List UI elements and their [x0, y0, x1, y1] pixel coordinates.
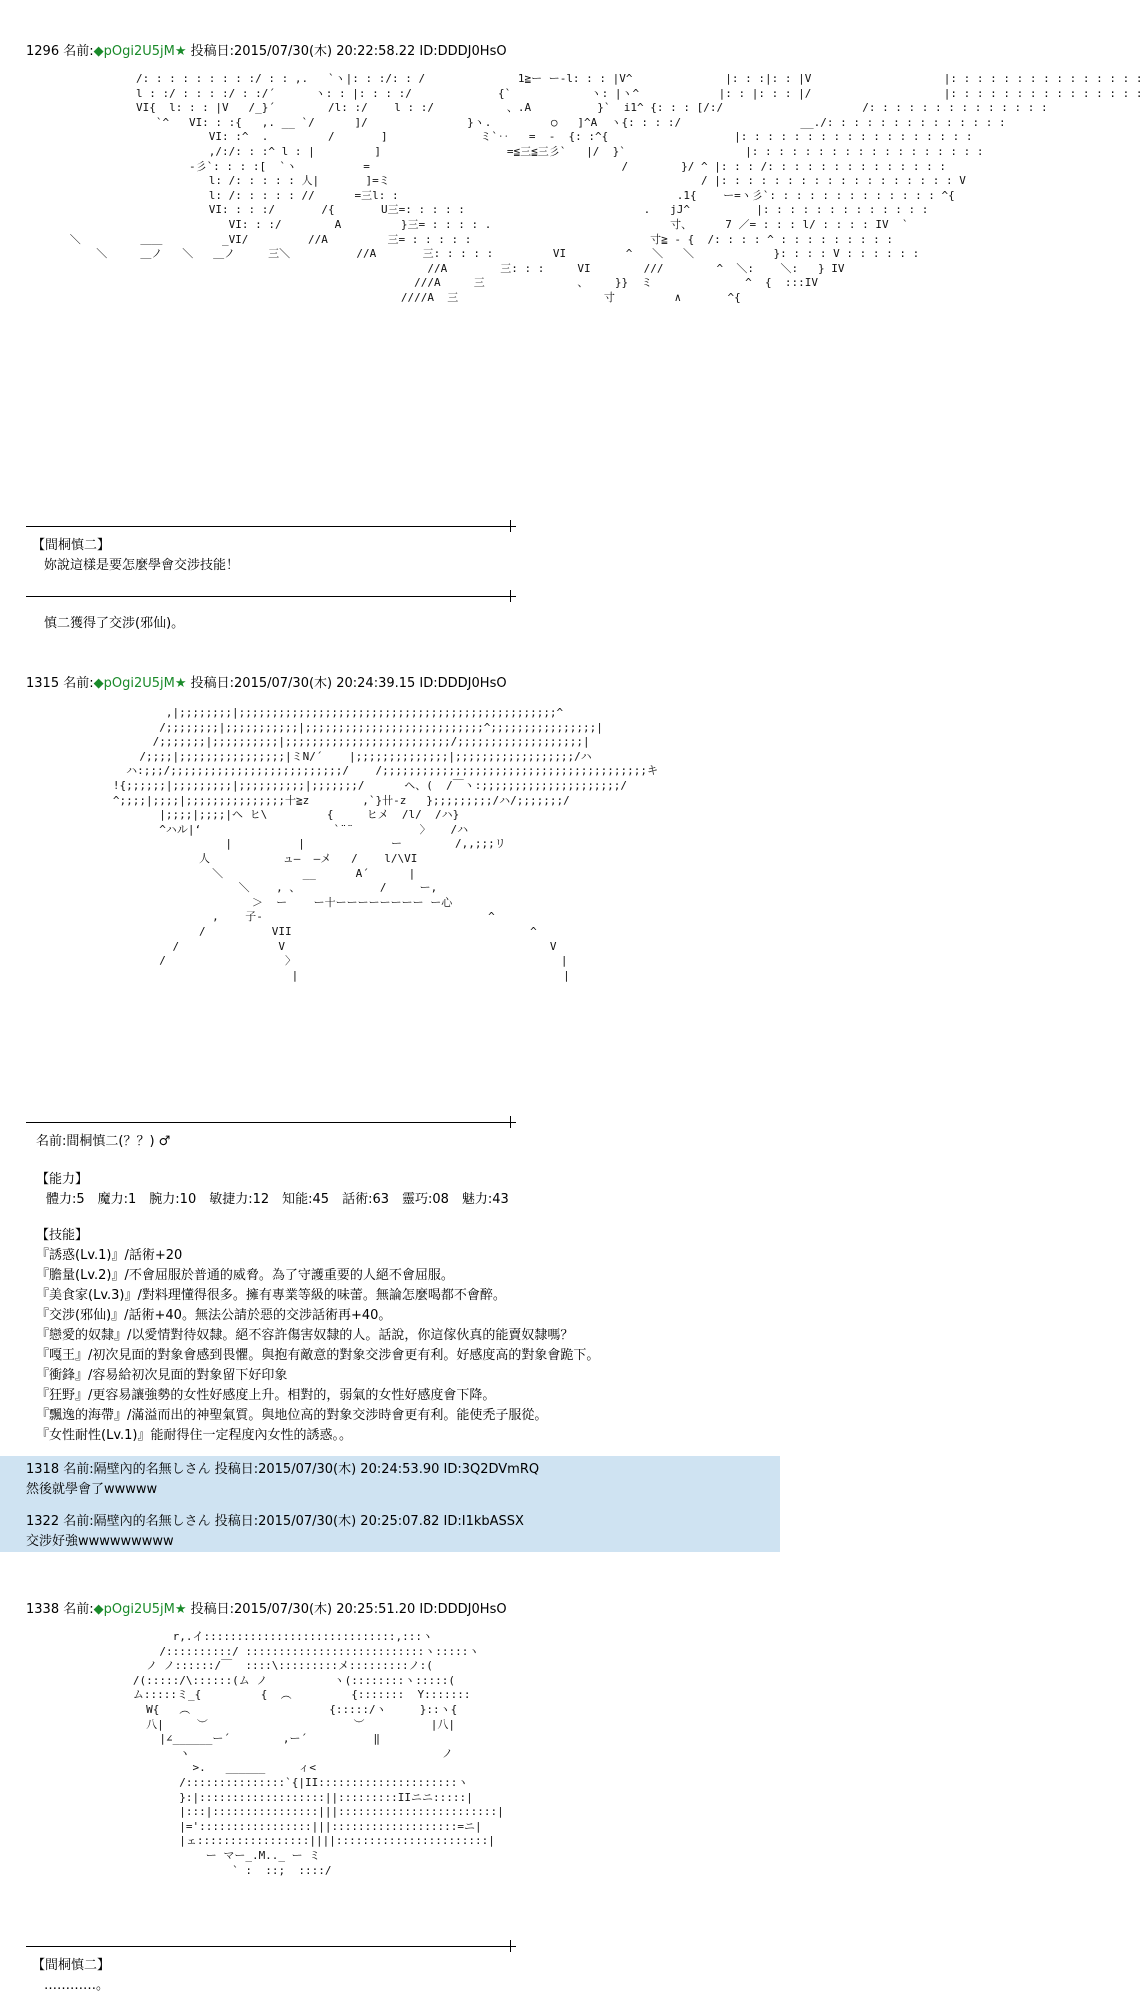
star-icon: ★	[174, 1602, 187, 1617]
reply-block	[0, 1456, 780, 1552]
post-date: 投稿日:2015/07/30(木) 20:24:39.15 ID:DDDJ0HsO	[190, 676, 507, 691]
dialogue-text: …………。	[44, 1978, 110, 1993]
ascii-art-1315: ,|;;;;;;;;|;;;;;;;;;;;;;;;;;;;;;;;;;;;;;;;;;;;;;;;;;;;;;;;;^ /;;;;;;;;|;;;;;;;;;;;|;;;;;;;;;;;;;;;;;;;;;;;;;;;^;;;;;;;;;;;;;;;;| /;;;;;;;|;;;;;;;;;;|;;;;;;;;;;;;;;;;;;;;;;;;;/;;;;;;;;;;;;;;;;;;;| /;;;;|;;;;;;;;;;;;;;;;|ミN/´ |;;;;;;;;;;;;;;|;;;;;;;;;;;;;;;;;;/ハ ハ:;;;/;;;;;;;;;;;;;;;;;;;;;;;;;;/ /;;;;;;;;;;;;;;;;;;;;;;;;;;;;;;;;;;;;;;;;キ !{;;;;;;|;;;;;;;;;|;;;;;;;;;;|;;;;;;;/ ヘ、( /￣ヽ:;;;;;;;;;;;;;;;;;;;;;/ ^;;;;|;;;;|;;;;;;;;;;;;;;;十≧z ,`}卄‐z };;;;;;;;;/ハ/;;;;;;;/ |;;;;|;;;;|ヘ ヒ\ { ヒメ /l/ /ハ} ^ハル|‘ `¨¨ 〉 /ハ | | ー /,,;;;リ 人 ュ― ―メ / l/\VI ＼ __ A´ | ＼ , 、 / ー, ＞ ー ー十ーーーーーーーー ー心 , 子- ^ / VII ^ / V V / 〉 | | |	[112, 706, 659, 982]
star-icon: ★	[174, 676, 187, 691]
post-header-1338	[26, 1598, 507, 1617]
name-label: 名前:	[63, 1602, 94, 1617]
skill-line: 『美食家(Lv.3)』/對料理懂得很多。擁有專業等級的味蕾。無論怎麼喝都不會醉。	[36, 1288, 506, 1303]
name-label: 名前:	[63, 676, 94, 691]
skill-line: 『交涉(邪仙)』/話術+40。無法公請於惡的交涉話術再+40。	[36, 1308, 392, 1323]
tripcode[interactable]: ◆pOgi2U5jM	[93, 44, 175, 59]
tripcode[interactable]: ◆pOgi2U5jM	[93, 1602, 175, 1617]
divider-tick	[510, 1940, 511, 1952]
skill-line: 『女性耐性(Lv.1)』能耐得住一定程度內女性的誘惑。。	[36, 1428, 352, 1443]
divider	[26, 1122, 516, 1123]
reply-header: 1318 名前:隔壁內的名無しさん 投稿日:2015/07/30(木) 20:24:53.90 ID:3Q2DVmRQ	[26, 1462, 540, 1477]
post-date: 投稿日:2015/07/30(木) 20:22:58.22 ID:DDDJ0HsO	[190, 44, 507, 59]
skill-line: 『膽量(Lv.2)』/不會屈服於普通的威脅。為了守護重要的人絕不會屈服。	[36, 1268, 454, 1283]
speaker-label: 【間桐慎二】	[32, 1958, 111, 1973]
star-icon: ★	[174, 44, 187, 59]
post-header-1296	[26, 40, 507, 59]
post-number: 1315	[26, 676, 60, 691]
reply-body: 交涉好強wwwwwwwww	[26, 1534, 174, 1549]
skill-line: 『衝鋒』/容易給初次見面的對象留下好印象	[36, 1368, 288, 1383]
reply-body: 然後就學會了wwwww	[26, 1482, 158, 1497]
skill-line: 『戀愛的奴隸』/以愛情對待奴隸。絕不容許傷害奴隸的人。話說，你這傢伙真的能賣奴隸嗎？	[36, 1328, 574, 1343]
post-header-1315	[26, 672, 507, 691]
speaker-label: 【間桐慎二】	[32, 538, 111, 553]
reply-header: 1322 名前:隔壁內的名無しさん 投稿日:2015/07/30(木) 20:25:07.82 ID:I1kbASSX	[26, 1514, 524, 1529]
dialogue-text: 妳說這樣是要怎麼學會交涉技能！	[44, 558, 240, 573]
post-number: 1296	[26, 44, 60, 59]
status-name: 名前:間桐慎二(？？) ♂	[36, 1134, 171, 1149]
divider-tick	[510, 1116, 511, 1128]
skill-line: 『飄逸的海帶』/滿溢而出的神聖氣質。與地位高的對象交涉時會更有利。能使禿子服從。	[36, 1408, 548, 1423]
ascii-art-1296: /: : : : : : : : :/ : : ,. `ヽ|: : :/: : / 1≧ー ー-l: : : |V^ |: : :|: : |V |: : : : : : : : : : : : : : : l : :/ : : : :/ : :/´ ヽ: : |: : : :/ {` ヽ: |ヽ^ |: : |: : : |/ |: : : : : : : : : : : : : : : VI{ l: : : |V /_}´ /l: :/ l : :/ 、.A }` i1^ {: : : [/:/ /: : : : : : : : : : : : : : `^ VI: : :{ ,. __ `/ ]/ }ヽ. ○ ]^A ヽ{: : : :/ __./: : : : : : : : : : : : : : VI: :^ . / ] ミ`‥ = ‐ {: :^{ |: : : : : : : : : : : : : : : : : : ,/:/: : :^ l : | ] =≦三≦三彡` |/ }` |: : : : : : : : : : : : : : : : : : -彡`: : : :[ `ヽ = / }/ ^ |: : : /: : : : : : : : : : : : : : l: /: : : : : 人| ]=ミ / |: : : : : : : : : : : : : : : : : : V l: /: : : : : // =三l: : .1{ ー=ヽ彡`: : : : : : : : : : : : : ^{ VI: : : :/ /{ U三=: : : : : . jJ^ |: : : : : : : : : : : : : VI: : :/ A }三= : : : : . 寸、 7 ／= : : : l/ : : : : IV ` ＼ ＿＿ _VI/ //A 三= : : : : : 寸≧ - { /: : : : ^ : : : : : : : : : ＼ ＿ノ ＼ ＿ノ 三＼ //A 三: : : : : VI ^ ＼ ＼ }: : : : V : : : : : : //A 三: : : VI /// ^ ＼: ＼: } IV ///A 三 、 }} ミ ^ { :::IV ////A 三 寸 ∧ ^{	[69, 72, 1142, 304]
divider	[26, 596, 516, 597]
ability-stats: 體力:5 魔力:1 腕力:10 敏捷力:12 知能:45 話術:63 靈巧:08 魅力:43	[46, 1192, 509, 1207]
skill-line: 『誘惑(Lv.1)』/話術+20	[36, 1248, 183, 1263]
tripcode[interactable]: ◆pOgi2U5jM	[93, 676, 175, 691]
name-label: 名前:	[63, 44, 94, 59]
divider-tick	[510, 520, 511, 532]
skill-line: 『嘎王』/初次見面的對象會感到畏懼。與抱有敵意的對象交涉會更有利。好感度高的對象會跪下。	[36, 1348, 600, 1363]
skill-line: 『狂野』/更容易讓強勢的女性好感度上升。相對的，弱氣的女性好感度會下降。	[36, 1388, 496, 1403]
post-number: 1338	[26, 1602, 60, 1617]
ascii-art-1338: r,.イ:::::::::::::::::::::::::::::,:::ヽ /::::::::::/ :::::::::::::::::::::::::::ヽ:::::ヽ ノ ノ::::::/￣ ::::\:::::::::メ:::::::::ノ:( /(:::::/\::::::(ム ノ ヽ(::::::::ヽ:::::( ム:::::ミ_{ { ︵ {::::::: Y::::::: W{ ︵ {:::::/ヽ }::ヽ{ 八| ︶ ︶ |八| |∠______ー´ ,ー´ ‖ ヽ ノ >. ______ ィ< /:::::::::::::::`{|II:::::::::::::::::::::ヽ }:|:::::::::::::::::::||:::::::::IIニニ:::::| |:::|::::::::::::::::|||::::::::::::::::::::::::| |=':::::::::::::::::|||:::::::::::::::::::=ニ| |ェ:::::::::::::::::||||:::::::::::::::::::::::| ー マー_.M.._ ー ミ ` : ::; ::::/	[132, 1630, 504, 1877]
divider-tick	[510, 590, 511, 602]
divider	[26, 526, 516, 527]
divider	[26, 1946, 516, 1947]
narration-text: 慎二獲得了交涉(邪仙)。	[44, 616, 185, 631]
skills-title: 【技能】	[36, 1228, 89, 1243]
ability-title: 【能力】	[36, 1172, 89, 1187]
post-date: 投稿日:2015/07/30(木) 20:25:51.20 ID:DDDJ0HsO	[190, 1602, 507, 1617]
